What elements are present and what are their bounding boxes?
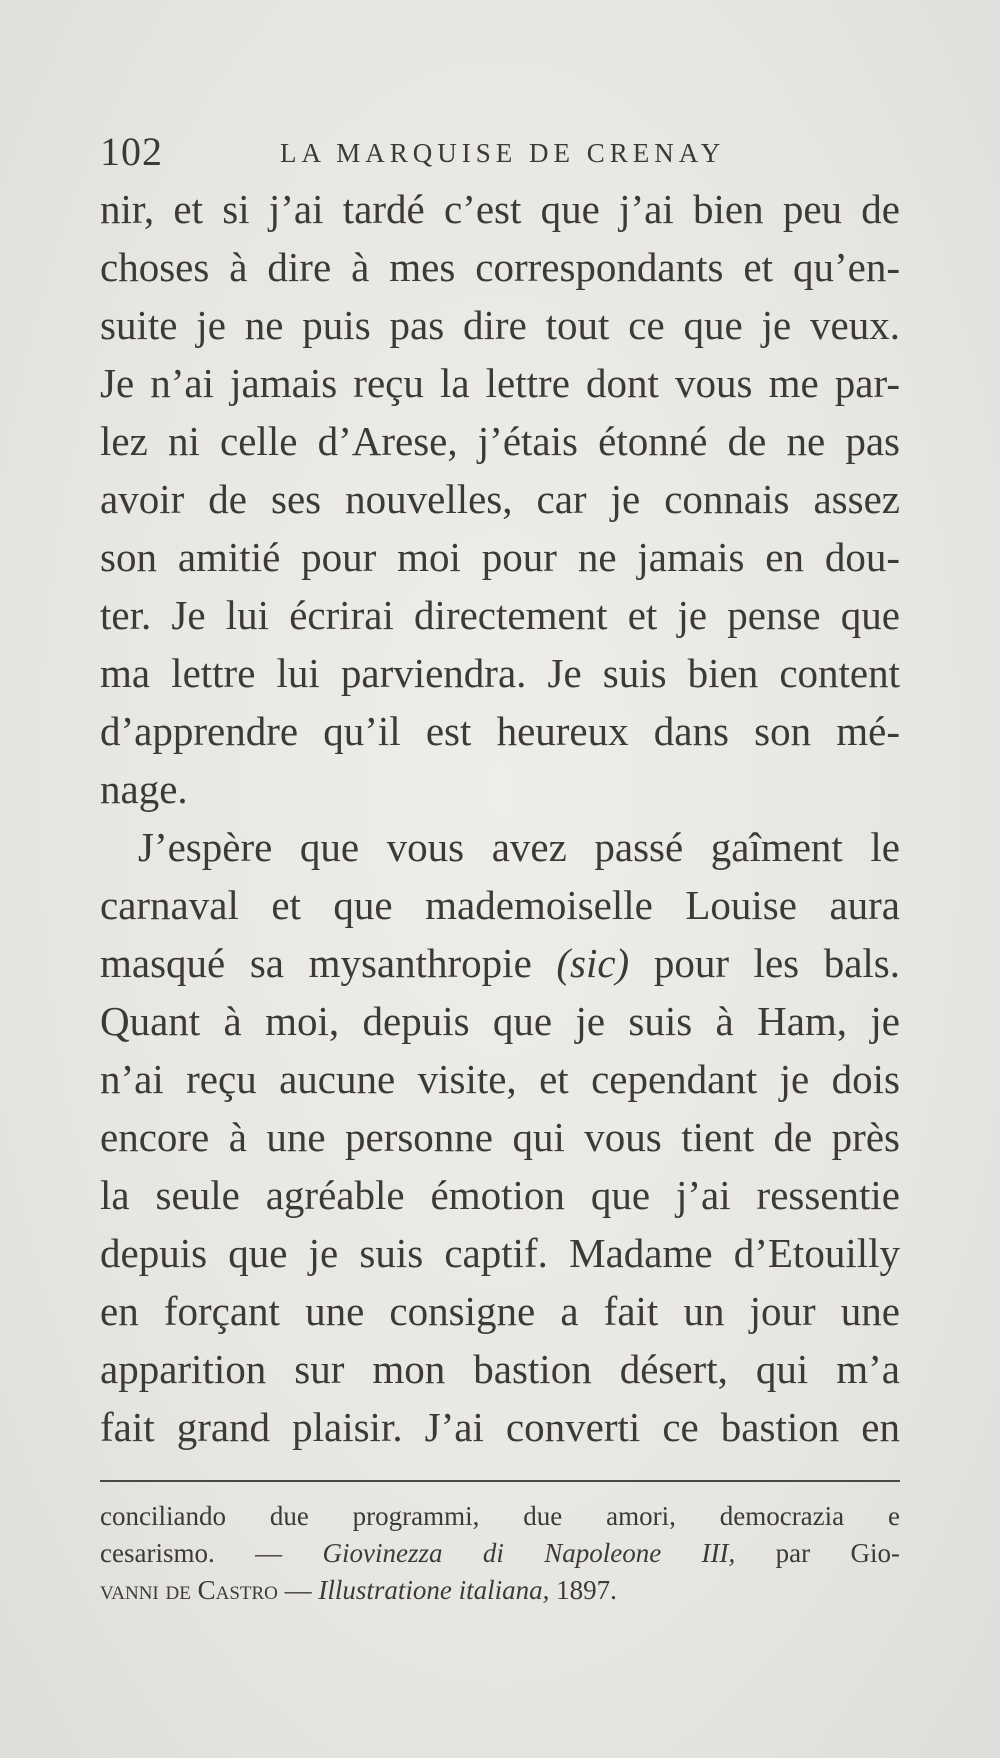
text-line: la seule agréable émotion que j’ai ressentie xyxy=(100,1172,900,1218)
footnote-author: vanni de Castro xyxy=(100,1575,278,1605)
footnote-source-italic: Illustratione italiana, xyxy=(318,1575,550,1605)
text-line: depuis que je suis captif. Madame d’Etouilly xyxy=(100,1230,900,1276)
text-fragment: pour les bals. xyxy=(653,940,900,986)
footnote-divider xyxy=(100,1480,900,1482)
text-line: en forçant une consigne a fait un jour une xyxy=(100,1288,900,1334)
text-fragment: masqué sa mysanthropie xyxy=(100,940,532,986)
text-line: Je n’ai jamais reçu la lettre dont vous me par- xyxy=(100,360,900,406)
footnote-fragment: — xyxy=(277,1575,319,1605)
text-line: encore à une personne qui vous tient de près xyxy=(100,1114,900,1160)
body-text xyxy=(100,180,900,1456)
running-title: LA MARQUISE DE CRENAY xyxy=(280,138,726,168)
footnote-fragment: par Gio- xyxy=(735,1538,900,1568)
text-line: choses à dire à mes correspondants et qu’en- xyxy=(100,244,900,290)
text-line: nage. xyxy=(100,766,188,812)
text-line: nir, et si j’ai tardé c’est que j’ai bien peu de xyxy=(100,186,900,232)
sic-italic: (sic) xyxy=(556,940,630,986)
text-line: ma lettre lui parviendra. Je suis bien content xyxy=(100,650,900,696)
running-head xyxy=(100,128,900,176)
text-line: ter. Je lui écrirai directement et je pense que xyxy=(100,592,900,638)
text-line: J’espère que vous avez passé gaîment le xyxy=(138,824,900,870)
footnote-title-italic: Giovinezza di Napoleone III, xyxy=(322,1538,736,1568)
footnote-fragment: 1897. xyxy=(549,1575,617,1605)
text-line-with-italic xyxy=(100,934,900,992)
text-line: carnaval et que mademoiselle Louise aura xyxy=(100,882,900,928)
text-line: d’apprendre qu’il est heureux dans son mé- xyxy=(100,708,900,754)
text-line: son amitié pour moi pour ne jamais en dou- xyxy=(100,534,900,580)
text-line: Quant à moi, depuis que je suis à Ham, je xyxy=(100,998,900,1044)
text-line: suite je ne puis pas dire tout ce que je veux. xyxy=(100,302,900,348)
footnote-line xyxy=(100,1572,900,1609)
text-line: n’ai reçu aucune visite, et cependant je dois xyxy=(100,1056,900,1102)
text-line: avoir de ses nouvelles, car je connais assez xyxy=(100,476,900,522)
footnote-line: conciliando due programmi, due amori, democrazia e xyxy=(100,1501,900,1531)
footnote xyxy=(100,1498,900,1609)
text-line: apparition sur mon bastion désert, qui m’a xyxy=(100,1346,900,1392)
footnote-fragment: cesarismo. — xyxy=(100,1538,323,1568)
text-line: fait grand plaisir. J’ai converti ce bastion en xyxy=(100,1404,900,1450)
footnote-line xyxy=(100,1535,900,1572)
page-number: 102 xyxy=(100,129,163,174)
text-line: lez ni celle d’Arese, j’étais étonné de ne pas xyxy=(100,418,900,464)
